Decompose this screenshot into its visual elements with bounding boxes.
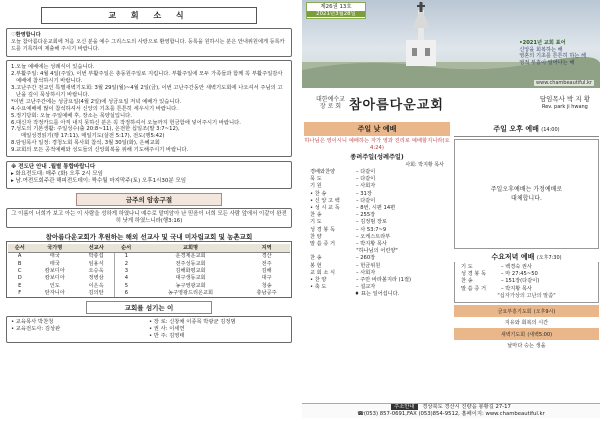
table-cell: 임용식 [88, 260, 104, 267]
servants-col [149, 319, 287, 340]
table-cell: F [18, 290, 22, 297]
order-row [310, 191, 444, 198]
sunday-pm-box [454, 139, 599, 249]
table-cell: 6 [114, 290, 137, 297]
column-header: 국가명 [31, 244, 78, 253]
dawn-title: 새벽기도회 [500, 332, 526, 339]
welcome-body: 오늘 참아름다운교회에 처음 오신 분을 예수 그리스도의 사랑으로 환영합니다. 등록을 원하시는 분은 안내위원에게 등록카드를 기록하여 제출해 주시기 바랍니다. [11, 39, 285, 53]
order-row [310, 227, 444, 234]
news-item: 2.부활주일: 4월 4일(주일), 이번 부활주일은 총동원주일로 지킵니다. 부활주일에 모두 가족들과 함께 꼭 부활주일감사예배에 참석하시기 바랍니다. [11, 71, 283, 85]
order-item: • 찬 송 [310, 190, 327, 197]
friday-time: (오후9시) [533, 309, 556, 316]
footer [302, 403, 600, 418]
order-value: – 박지황 목사 [356, 241, 387, 248]
worship-subtitle: 종려주일(성례주일) [350, 154, 404, 161]
wednesday-title: 수요저녁 예배 [491, 253, 535, 261]
table-cell: 5 [114, 282, 137, 289]
news-item: 7.성도의 기본생활: 주일성수(출 20:8~11), 온전한 십일조(말 3:7~12), [11, 126, 180, 133]
dawn-text: 날마다 승는 생을 [507, 343, 546, 350]
sunday-pm-text: 주일오후예배는 가정예배로 [490, 186, 563, 193]
missions-table-wrap [6, 241, 292, 298]
column-header: 선교사 [78, 244, 114, 253]
order-item: 경배와찬양 [310, 169, 336, 175]
table-header-row [8, 244, 290, 253]
denomination-line: 대한예수교 [316, 96, 345, 103]
column-header: 지역 [243, 244, 290, 253]
address-label: 주소안내 [391, 404, 417, 410]
order-item: 말 씀 증 거 [310, 241, 335, 248]
table-cell: 정병삼 [88, 275, 104, 282]
order-value: – 사회자 [356, 269, 376, 276]
table-cell: D [17, 275, 22, 282]
order-item: • 신 앙 고 백 [310, 197, 340, 204]
order-value: – 사회자 [356, 183, 376, 190]
order-of-service [304, 168, 450, 300]
table-cell: B [17, 260, 22, 267]
wednesday-sermon: "십자가상의 고난의 말씀" [497, 292, 556, 299]
news-item: 매일성경읽기(행 17:11), 매일기도(살전 5:17), 전도(행5:42) [21, 133, 165, 140]
table-cell: 2 [114, 260, 137, 267]
recite-text: 그 이름이 너희가 보고 아는 이 사람을 성하게 하였나니 예수로 말미암아 난 믿음이 너희 모든 사람 앞에서 이같이 완전히 낫게 하였느니라(행3:16) [6, 208, 292, 228]
missions-table [8, 244, 290, 297]
news-item: 4.수요예배에 많이 참석하셔서 신앙의 기초를 튼튼히 세우시기 바랍니다. [11, 105, 178, 112]
sunday-am-title: 주일 낮 예배 [304, 122, 450, 136]
table-cell: 캄보디아 [44, 268, 65, 274]
order-value: – 255장 [356, 212, 376, 219]
issue-date: 2021년3월28일 [307, 11, 365, 18]
issue-number: 제26권 13호 [320, 4, 352, 10]
dawn-header [454, 328, 599, 340]
table-cell: 청송 [261, 282, 272, 289]
order-value: – 260장 [356, 255, 376, 262]
news-item: 6.대신자 작정카드를 아직 내지 못하신 분은 꼭 작정하셔서 오늘까지 헌금함에 넣어주시기 바랍니다. [11, 119, 241, 126]
table-cell: 전주 [261, 260, 272, 267]
order-value: – 설교자 [356, 284, 376, 291]
servants-title: 교회를 섬기는 이 [86, 301, 212, 314]
order-row [310, 205, 444, 212]
sunday-am-column [304, 122, 450, 300]
table-cell: 태국 [49, 253, 60, 260]
order-item: 찬 송 [310, 255, 322, 262]
servants-col [11, 319, 149, 340]
order-row [310, 176, 444, 183]
news-item: 1.오늘 예배에는 성례식이 있습니다. [11, 64, 95, 71]
welcome-heading: ♡환영합니다 [11, 32, 41, 38]
servant-line: • 반 주: 김영태 [149, 333, 185, 340]
table-row [8, 252, 290, 260]
table-cell: A [17, 253, 22, 260]
table-cell: E [18, 282, 22, 289]
column-header: 교회명 [138, 244, 243, 253]
order-value: – 31장 [356, 190, 372, 197]
order-item: 찬 양 [310, 233, 322, 240]
right-panel [302, 0, 600, 424]
evangelism-item: ▸ 남.여전도회주관 해피전도데이: 짝수월 마지막주(토) 오후1시30분 모임 [11, 178, 187, 185]
news-box [6, 60, 292, 157]
order-row [310, 198, 444, 205]
servant-line: • 장 로: 신창채 이종목 박광균 김정범 [149, 319, 236, 326]
column-header: 순서 [8, 244, 31, 253]
table-cell: 태국 [49, 260, 60, 267]
order-value: – 헌금위원 [356, 262, 381, 269]
friday-title: 금요부흥기도회 [497, 309, 532, 316]
order-item: 기 원 [310, 183, 322, 190]
order-value: – 백경숙 권사 [501, 264, 532, 270]
order-row [310, 183, 444, 190]
wednesday-time: (오후7:30) [536, 255, 562, 261]
order-item: 성 경 봉 독 [461, 271, 486, 278]
other-services-column [454, 122, 599, 351]
table-row [8, 260, 290, 267]
order-value: – 마 27:45~50 [501, 271, 538, 278]
table-row [8, 282, 290, 289]
table-cell: 농구영광교회 [175, 282, 206, 289]
standing-note: ♦ 표는 일어섭니다. [354, 291, 400, 298]
order-value: – 사 53:7~9 [356, 226, 387, 233]
table-cell: 경산 [261, 253, 272, 260]
order-row [310, 219, 444, 226]
evangelism-heading: ※ 전도단 안내 .월별 통합바랍니다 [11, 164, 96, 171]
evangelism-box [6, 161, 292, 189]
order-item: 기 도 [461, 264, 473, 270]
news-item: 3.고난주간 전교인 특별새벽기도회: 3월 29일(월)~4월 2일(금), 이번 고난주간동안 새벽기도회에 나오셔서 주님의 고난을 깊이 묵상하시기 바랍니다. [11, 85, 283, 98]
order-row [310, 270, 444, 277]
order-value: – 박지황 목사 [501, 285, 532, 292]
worship-columns [302, 122, 600, 424]
table-cell: C [17, 268, 22, 274]
order-row [461, 286, 592, 293]
order-value: – 8번, 시편 14편 [356, 205, 396, 212]
order-value: – 다같이 [356, 169, 376, 175]
table-cell: 대구생동교회 [175, 275, 206, 282]
servant-line: • 권 사: 이세연 [149, 326, 185, 333]
dawn-time: (새벽5:00) [527, 332, 553, 339]
order-row [310, 277, 444, 284]
welcome-box [6, 28, 292, 57]
table-cell: 1 [114, 252, 137, 260]
table-cell: 대구 [261, 275, 272, 282]
order-item: • 성 시 교 독 [310, 205, 340, 212]
church-brand [302, 90, 600, 116]
order-item: 찬 송 [310, 212, 322, 219]
servant-line: • 교육전도사: 김상완 [11, 326, 61, 333]
order-value: – 다같이 [356, 197, 376, 204]
cover-header [302, 0, 600, 90]
servants-box [6, 316, 292, 343]
order-row [310, 255, 444, 262]
table-cell: 전주성동교회 [175, 260, 206, 267]
order-value: – 주만 바라볼지라 (1절) [356, 277, 411, 284]
order-value: – 김정범 장로 [356, 219, 387, 226]
order-item: • 찬 양 [310, 277, 327, 284]
pastor-info [540, 95, 590, 111]
table-cell: 충남공주 [256, 290, 277, 297]
worship-theme: 하나님은 영이시니 예배하는 자가 영과 진리로 예배할지니라(요4:24) [304, 138, 450, 151]
table-cell: 박충섭 [88, 253, 104, 260]
address: 경상북도 경산시 진량읍 봉황길 27-17 [422, 404, 511, 410]
order-item: 교 회 소 식 [310, 269, 335, 276]
table-cell: 김의탄 [88, 290, 104, 297]
order-row [310, 234, 444, 241]
order-item: 묵 도 [310, 176, 322, 183]
motto-line: 신앙을 회복하는 해 [519, 46, 563, 53]
column-header: 순서 [114, 244, 137, 253]
sermon-title: "하나님의 어린양" [356, 248, 398, 255]
news-item: 9.교회의 모든 공적예배와 성도들의 신앙회복을 위해 기도해주시기 바랍니다. [11, 147, 189, 154]
table-row [8, 268, 290, 275]
table-cell: 3 [114, 268, 137, 275]
order-item: 말 씀 증 거 [461, 285, 486, 292]
table-cell: 이은옥 [88, 282, 104, 289]
sunday-pm-text: 대체합니다. [511, 195, 542, 202]
table-row [8, 290, 290, 297]
website-url: www.chambeautiful.kr [536, 80, 592, 86]
wednesday-header [454, 252, 599, 262]
order-value: – 오케스트라부 [356, 233, 391, 240]
news-item: 8.담임목사 일정: 경청노회 목사회 참석, 3월 30일(화), 은혜교회 [11, 140, 160, 147]
evangelism-item: ▸ 화요전도대: 매주 (화) 오후 2시 모임 [11, 171, 103, 178]
issue-badge [306, 2, 366, 19]
table-cell: 농구영광드리온교회 [167, 290, 214, 297]
order-item: 기 도 [310, 219, 322, 226]
worship-leader: 사회: 박지황 목사 [405, 162, 444, 168]
news-item: 5.정기당회: 오늘 주일예배 후, 장소는 목양실입니다. [11, 112, 132, 119]
order-item: 찬 송 [461, 278, 473, 285]
sunday-pm-title: 주일 오후 예배 [493, 125, 539, 133]
friday-header [454, 305, 599, 317]
order-value: – 다같이 [356, 176, 376, 183]
friday-text: 지유와 회복의 시간 [504, 320, 549, 327]
sunday-pm-header [454, 122, 599, 137]
left-panel [0, 0, 298, 424]
denomination-line: 장 로 회 [319, 103, 342, 110]
pastor-name-en: Rev. park ji hwang [541, 104, 588, 110]
table-cell: 김해 [261, 268, 272, 274]
missions-title: 참아름다운교회가 후원하는 해외 선교사 및 국내 미자립교회 및 농촌교회 [45, 232, 253, 241]
servant-line: • 교육목사 박찬청 [11, 319, 54, 326]
table-cell: 탄자니아 [44, 290, 65, 297]
table-cell: 김해화평교회 [175, 268, 206, 274]
sunday-pm-time: (14:00) [541, 127, 560, 133]
motto-year: •2021년 교회 표어 [519, 40, 566, 46]
order-row [310, 263, 444, 270]
denomination [316, 96, 345, 110]
motto-line: 영적 부흥이 일어나는 해 [519, 59, 575, 66]
church-motto [519, 40, 586, 66]
order-item: 성 경 봉 독 [310, 226, 335, 233]
church-name: 참아름다운교회 [348, 97, 444, 113]
order-value: – 151장(다같이) [501, 278, 540, 285]
wednesday-order [454, 262, 599, 303]
order-row [310, 169, 444, 176]
table-cell: 운경제운교회 [175, 253, 206, 260]
news-item: *이번 고난주간에는 성금요일(4월 2일)에 성금요일 저녁 예배가 있습니다. [11, 98, 182, 105]
recite-title: 금주의 암송구절 [76, 193, 222, 206]
church-news-title: 교 회 소 식 [41, 7, 257, 24]
order-row [461, 278, 592, 285]
table-cell: 4 [114, 275, 137, 282]
motto-line: 영혼의 기초를 튼튼히 하는 해 [519, 53, 586, 60]
order-item: • 축 도 [310, 284, 327, 291]
table-cell: 오승욱 [88, 268, 104, 274]
order-item: 봉 헌 [310, 262, 322, 269]
contact-line: ☎(053) 857-0691,FAX (053)854-9512, 홈페이지: www.chambeautiful.kr [357, 411, 545, 417]
table-cell: 인도 [49, 282, 60, 289]
table-row [8, 275, 290, 282]
table-cell: 캄보디아 [44, 275, 65, 282]
pastor-name: 담임목사 박 지 황 [539, 95, 590, 103]
